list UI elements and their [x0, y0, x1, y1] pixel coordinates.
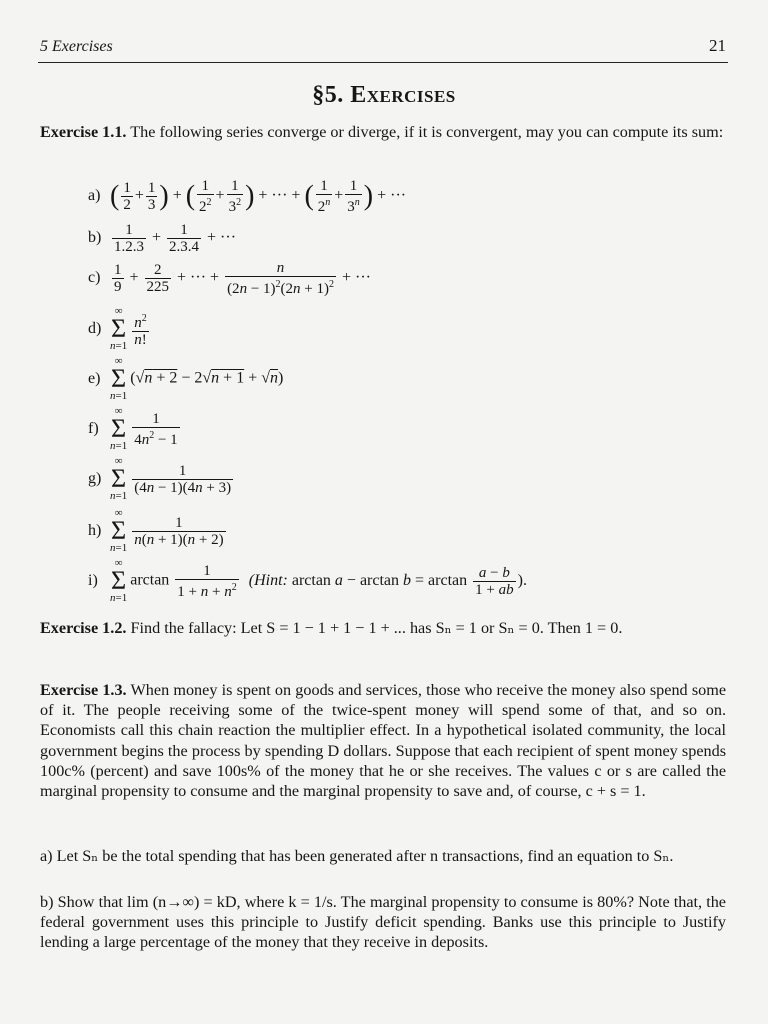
section-title-text: Exercises: [350, 82, 456, 108]
series-item-d: d) ∞ Σ n=1 $\frac{n^2}{n!}$: [88, 305, 147, 352]
part-b-text: b) Show that lim (n→∞) = kD, where k = 1/s. The marginal propensity to consume is 80%? Note that, the federal government uses this principle to Justify deficit spending. Banks use this principle to Justify lending a large percentage of the money that they receive in deposits.: [40, 893, 726, 951]
item-label: h): [88, 521, 102, 539]
exercise-1-1-intro: [40, 122, 726, 142]
exercise-label: Exercise 1.1.: [40, 123, 127, 141]
series-item-a: a) ( $\frac{1}{2}$ + $\frac{1}{3}$ ) + ( $\frac{1}{2^2}$ + $\frac{1}{3^2}$ ) + ··· + ( $\frac{1}{2^n}$ + $\frac{1}{3^n}$ ) + ···: [88, 178, 407, 215]
series-item-c: c) $\frac{1}{9}$ + $\frac{2}{225}$ + ··· + $\frac{n}{(2n - 1)^2(2n + 1)^2}$ + ···: [88, 260, 372, 297]
section-number: §5.: [312, 82, 351, 108]
exercise-1-2: [40, 618, 726, 638]
item-label: g): [88, 469, 102, 487]
exercise-label: Exercise 1.2.: [40, 619, 127, 637]
exercise-text: The following series converge or diverge, if it is convergent, may you can compute its sum:: [130, 123, 724, 141]
series-item-i: i) ∞ Σ n=1arctan $\frac{1}{1 + n + n^2}$ (Hint: arctan a − arctan b = arctan $\frac{a - b}{1 + ab}$ ).: [88, 557, 527, 604]
series-item-g: g) ∞ Σ n=1 $\frac{1}{(4n - 1)(4n + 3)}$: [88, 455, 232, 502]
part-a-text: a) Let Sₙ be the total spending that has been generated after n transactions, find an equation to Sₙ.: [40, 847, 674, 865]
exercise-text: When money is spent on goods and services, those who receive the money also spend some of it. The people receiving some of the twice-spent money will spend some of that, and so on. Economists call this chain reaction the multiplier effect. In a hypothetical isolated community, the local government begins the process by spending D dollars. Suppose that each recipient of spent money spends 100c% (percent) and save 100s% of the money that he or she receives. The values c or s are called the marginal propensity to consume and the marginal propensity to save and, of course, c + s = 1.: [40, 681, 727, 801]
page-number: 21: [709, 36, 726, 55]
item-label: f): [88, 419, 99, 437]
item-label: i): [88, 571, 98, 589]
item-label: d): [88, 319, 102, 337]
exercise-1-3: [40, 680, 726, 801]
item-label: e): [88, 369, 101, 387]
running-header-section: 5 Exercises: [40, 38, 113, 55]
series-item-b: b) $\frac{1}{1.2.3}$ + $\frac{1}{2.3.4}$ + ···: [88, 222, 237, 255]
series-item-h: h) ∞ Σ n=1 $\frac{1}{n(n + 1)(n + 2)}$: [88, 507, 224, 554]
item-label: c): [88, 269, 101, 287]
exercise-label: Exercise 1.3.: [40, 681, 127, 699]
series-item-f: f) ∞ Σ n=1 $\frac{1}{4n^2 - 1}$: [88, 405, 178, 452]
section-title: [0, 82, 768, 109]
item-label: b): [88, 229, 102, 247]
exercise-text: Find the fallacy: Let S = 1 − 1 + 1 − 1 + ... has Sₙ = 1 or Sₙ = 0. Then 1 = 0.: [130, 619, 623, 637]
item-label: a): [88, 187, 101, 205]
exercise-1-3-part-b: [40, 892, 726, 952]
series-item-e: e) ∞ Σ n=1(√n + 2 − 2√n + 1 + √n): [88, 355, 284, 402]
exercise-1-3-part-a: [40, 846, 726, 866]
header-rule: [38, 62, 728, 63]
